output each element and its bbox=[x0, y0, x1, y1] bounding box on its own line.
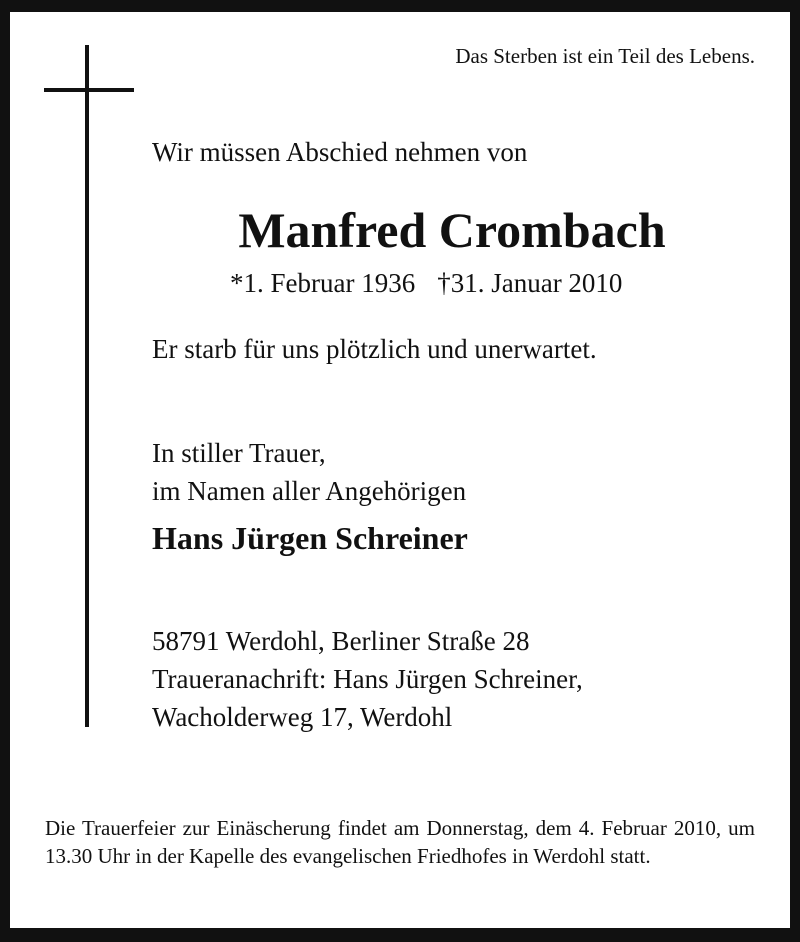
funeral-notice: Die Trauerfeier zur Einäscherung findet am Donnerstag, dem 4. Februar 2010, um 13.30 Uhr in der Kapelle des evangelischen Friedhofes in Werdohl statt. bbox=[45, 816, 755, 868]
address-line: 58791 Werdohl, Berliner Straße 28 bbox=[152, 626, 530, 656]
mourning-line: In stiller Trauer, bbox=[152, 438, 326, 468]
cause-of-death-text: Er starb für uns plötzlich und unerwartet. bbox=[152, 334, 597, 364]
intro-text: Wir müssen Abschied nehmen von bbox=[152, 137, 528, 167]
signer-name: Hans Jürgen Schreiner bbox=[152, 520, 468, 556]
cross-icon bbox=[85, 45, 89, 727]
birth-date: *1. Februar 1936 bbox=[230, 268, 416, 298]
mourning-line: im Namen aller Angehörigen bbox=[152, 476, 467, 506]
cross-icon-crossbar bbox=[44, 88, 134, 92]
mourning-block bbox=[152, 434, 466, 510]
deceased-name: Manfred Crombach bbox=[238, 202, 666, 258]
address-line: Wacholderweg 17, Werdohl bbox=[152, 702, 453, 732]
death-date: †31. Januar 2010 bbox=[437, 268, 623, 298]
address-block bbox=[152, 622, 583, 736]
life-dates bbox=[230, 268, 622, 299]
motto: Das Sterben ist ein Teil des Lebens. bbox=[455, 44, 755, 68]
address-line: Traueranachrift: Hans Jürgen Schreiner, bbox=[152, 664, 583, 694]
